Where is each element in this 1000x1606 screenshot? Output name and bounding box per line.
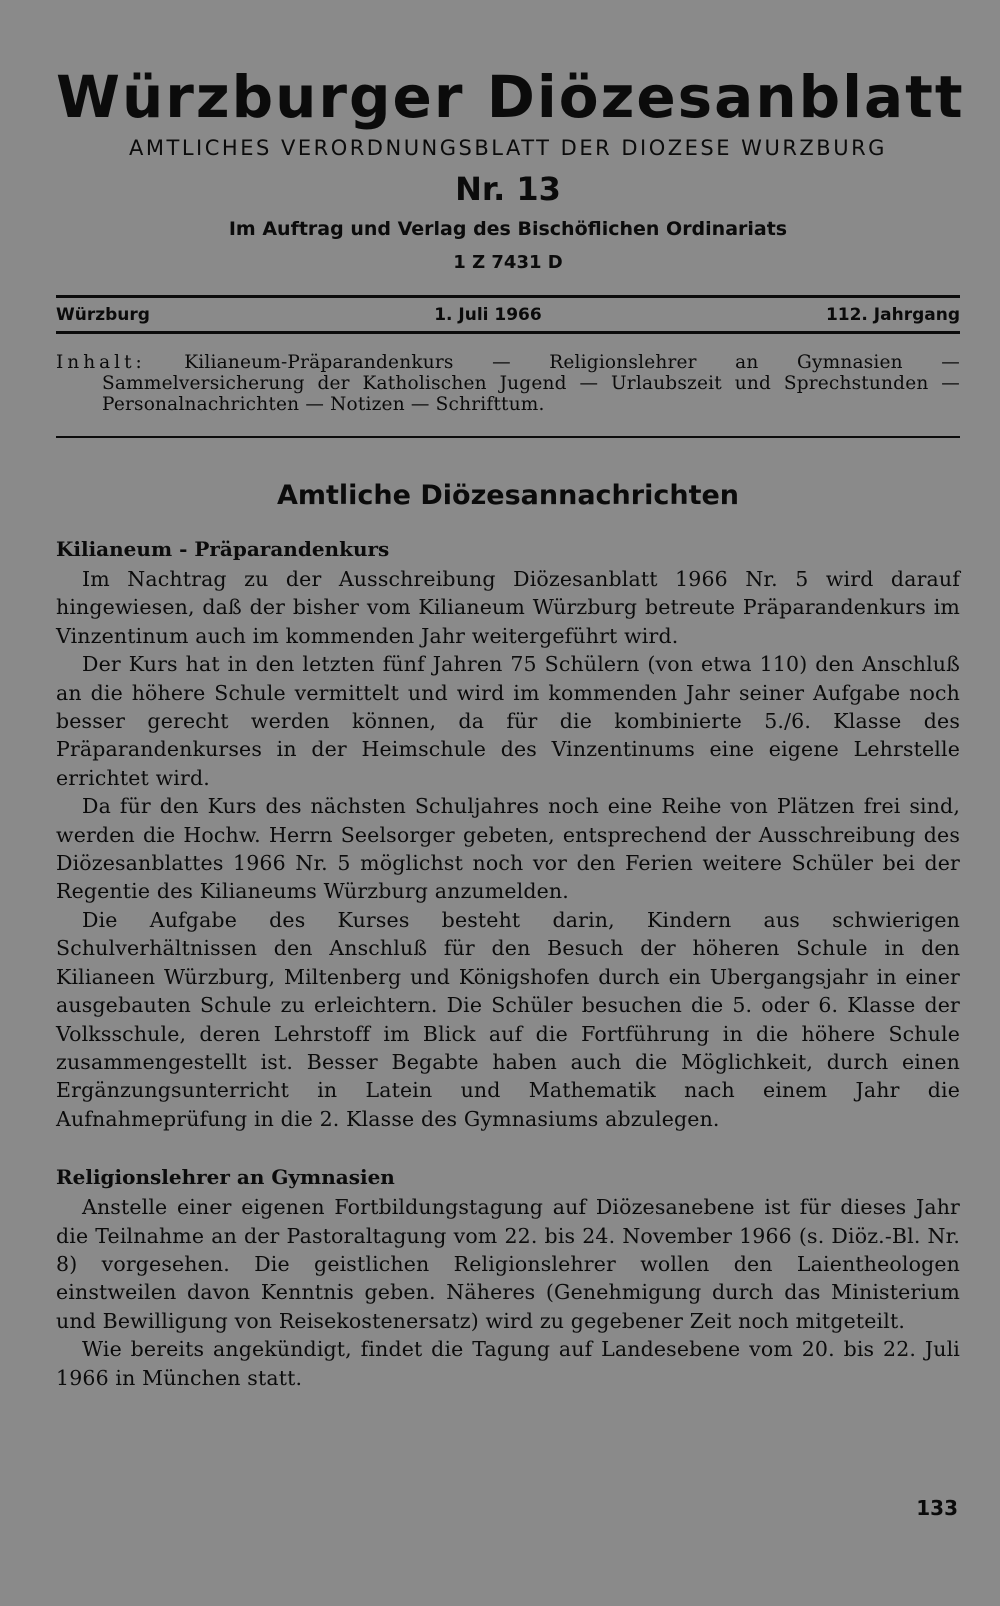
info-bar <box>56 295 960 334</box>
article-paragraph: Wie bereits angekündigt, findet die Tagung auf Landesebene vom 20. bis 22. Juli 1966 in München statt. <box>56 1337 960 1390</box>
info-volume: 112. Jahrgang <box>825 305 960 325</box>
article-paragraph: Anstelle einer eigenen Fortbildungstagung auf Diözesanebene ist für dieses Jahr die Teilnahme an der Pastoraltagung vom 22. bis 24. November 1966 (s. Diöz.-Bl. Nr. 8) vorgesehen. Die geistlichen Religionslehrer wollen den Laientheologen einstweilen davon Kenntnis geben. Näheres (Genehmigung durch das Ministerium und Bewilligung von Reisekostenersatz) wird zu gegebener Zeit noch mitgeteilt. <box>56 1195 960 1333</box>
table-of-contents <box>56 352 960 415</box>
page-number: 133 <box>916 1496 958 1520</box>
article-paragraph: Da für den Kurs des nächsten Schuljahres noch eine Reihe von Plätzen frei sind, werden die Hochw. Herrn Seelsorger gebeten, entsprechend der Ausschreibung des Diözesanblattes 1966 Nr. 5 möglichst noch vor den Ferien weitere Schüler bei der Regentie des Kilianeums Würzburg anzumelden. <box>56 794 960 904</box>
masthead-subtitle: AMTLICHES VERORDNUNGSBLATT DER DIOZESE WURZBURG <box>129 136 887 160</box>
toc-text: Kilianeum-Präparandenkurs — Religionslehrer an Gymnasien — Sammelversicherung der Katholischen Jugend — Urlaubszeit und Sprechstunden — Personalnachrichten — Notizen — Schrifttum. <box>102 352 960 415</box>
info-row <box>56 298 960 331</box>
info-place: Würzburg <box>56 305 150 325</box>
issue-number: Nr. 13 <box>455 170 561 208</box>
document-page <box>56 60 965 1392</box>
postal-code: 1 Z 7431 D <box>453 252 563 273</box>
article-paragraph: Die Aufgabe des Kurses besteht darin, Kindern aus schwierigen Schulverhältnissen den Anschluß für den Besuch der höheren Schule in den Kilianeen Würzburg, Miltenberg und Königshofen durch ein Ubergangsjahr in einer ausgebauten Schule zu erleichtern. Die Schüler besuchen die 5. oder 6. Klasse der Volksschule, deren Lehrstoff im Blick auf die Fortführung in die höhere Schule zusammengestellt ist. Besser Begabte haben auch die Möglichkeit, durch einen Ergänzungsunterricht in Latein und Mathematik nach einem Jahr die Aufnahmeprüfung in die 2. Klasse des Gymnasiums abzulegen. <box>56 907 960 1131</box>
article-paragraph: Der Kurs hat in den letzten fünf Jahren 75 Schülern (von etwa 110) den Anschluß an die höhere Schule vermittelt und wird im kommenden Jahr seiner Aufgabe noch besser gerecht werden können, da für die kombinierte 5./6. Klasse des Präparandenkurses in der Heimschule des Vinzentinums eine eigene Lehrstelle errichtet wird. <box>56 652 960 790</box>
contents-divider <box>56 436 960 438</box>
article-religionslehrer <box>56 1165 960 1392</box>
section-heading: Amtliche Diözesannachrichten <box>276 480 740 511</box>
toc-label: Inhalt: <box>56 352 146 373</box>
masthead-title: Würzburger Diözesanblatt <box>56 63 965 131</box>
info-date: 1. Juli 1966 <box>434 305 542 325</box>
article-title: Religionslehrer an Gymnasien <box>56 1165 395 1190</box>
info-bar-bottom-rule <box>56 331 960 334</box>
article-paragraph: Im Nachtrag zu der Ausschreibung Diözesanblatt 1966 Nr. 5 wird darauf hingewiesen, daß der bisher vom Kilianeum Würzburg betreute Präparandenkurs im Vinzentinum auch im kommenden Jahr weitergeführt wird. <box>56 567 960 648</box>
article-kilianeum <box>56 537 960 1133</box>
article-title: Kilianeum - Präparandenkurs <box>56 537 390 561</box>
publisher-line: Im Auftrag und Verlag des Bischöflichen Ordinariats <box>228 218 788 240</box>
